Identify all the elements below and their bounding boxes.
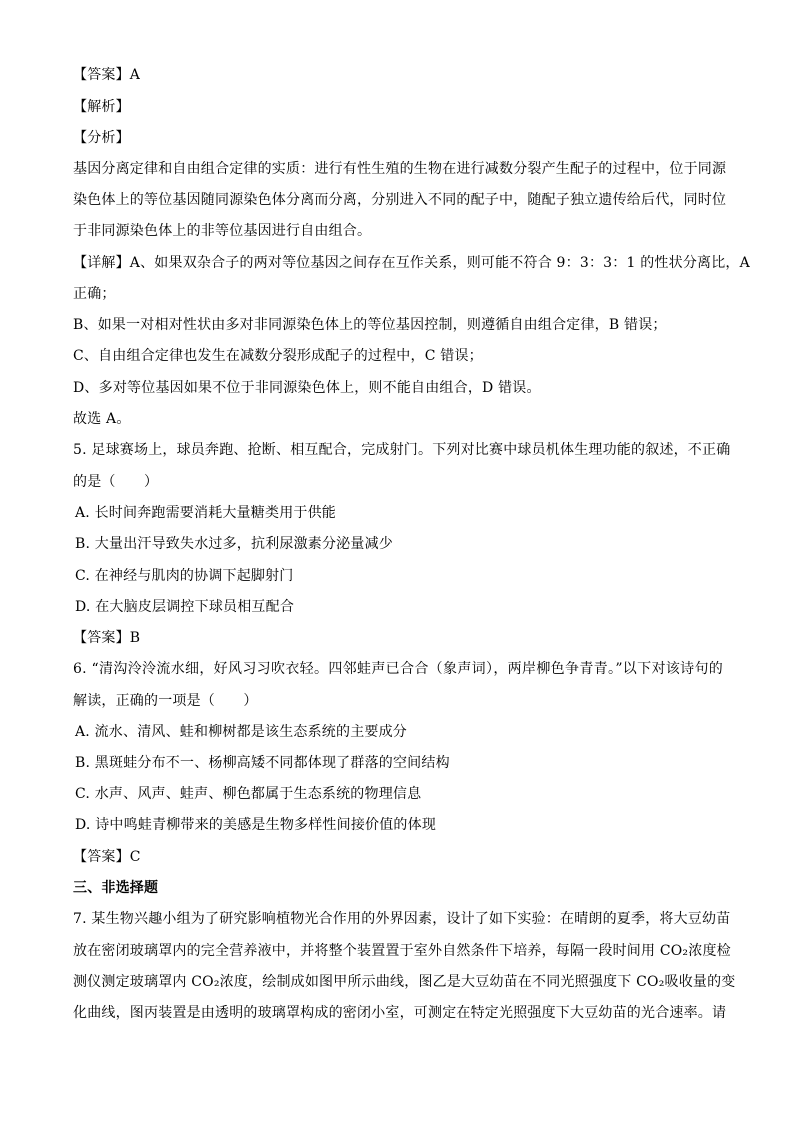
question-6-stem: 解读，正确的一项是（ ） — [73, 693, 258, 709]
paragraph-line: 染色体上的等位基因随同源染色体分离而分离，分别进入不同的配子中，随配子独立遗传给后代，同时位 — [73, 192, 727, 208]
detail-line: C、自由组合定律也发生在减数分裂形成配子的过程中，C 错误； — [73, 348, 483, 364]
paragraph-line: 于非同源染色体上的非等位基因进行自由组合。 — [73, 223, 372, 239]
analysis-subheading: 【分析】 — [73, 130, 130, 146]
question-7-stem: 化曲线，图丙装置是由透明的玻璃罩构成的密闭小室，可测定在特定光照强度下大豆幼苗的光合速率。请 — [73, 1005, 727, 1021]
detail-line: D、多对等位基因如果不位于非同源染色体上，则不能自由组合，D 错误。 — [73, 380, 541, 396]
question-5-option-c: C. 在神经与肌肉的协调下起脚射门 — [75, 568, 294, 584]
analysis-heading: 【解析】 — [73, 99, 130, 115]
detail-line: 正确； — [73, 286, 116, 302]
question-5-option-b: B. 大量出汗导致失水过多，抗利尿激素分泌量减少 — [75, 536, 393, 552]
question-6-answer: 【答案】C — [73, 849, 141, 865]
answer-label: 【答案】A — [73, 67, 141, 83]
section-heading: 三、非选择题 — [73, 880, 159, 896]
question-5-answer: 【答案】B — [73, 630, 141, 646]
question-7-stem: 放在密闭玻璃罩内的完全营养液中，并将整个装置置于室外自然条件下培养，每隔一段时间用 CO₂浓度检 — [73, 943, 731, 959]
question-6-stem: 6. “清沟泠泠流水细，好风习习吹衣轻。四邻蛙声已合合（象声词），两岸柳色争青青。”以下对该诗句的 — [73, 661, 723, 677]
question-5-option-a: A. 长时间奔跑需要消耗大量糖类用于供能 — [75, 505, 337, 521]
question-7-stem: 7. 某生物兴趣小组为了研究影响植物光合作用的外界因素，设计了如下实验：在晴朗的夏季，将大豆幼苗 — [73, 911, 731, 927]
question-7-stem: 测仪测定玻璃罩内 CO₂浓度，绘制成如图甲所示曲线，图乙是大豆幼苗在不同光照强度下 CO₂吸收量的变 — [73, 974, 736, 990]
question-6-option-c: C. 水声、风声、蛙声、柳色都属于生态系统的物理信息 — [75, 786, 422, 802]
question-6-option-b: B. 黑斑蛙分布不一、杨柳高矮不同都体现了群落的空间结构 — [75, 755, 450, 771]
question-5-option-d: D. 在大脑皮层调控下球员相互配合 — [75, 599, 295, 615]
question-6-option-d: D. 诗中鸣蛙青柳带来的美感是生物多样性间接价值的体现 — [75, 817, 437, 833]
paragraph-line: 基因分离定律和自由组合定律的实质：进行有性生殖的生物在进行减数分裂产生配子的过程中，位于同源 — [73, 161, 727, 177]
question-6-option-a: A. 流水、清风、蛙和柳树都是该生态系统的主要成分 — [75, 724, 408, 740]
question-5-stem: 5. 足球赛场上，球员奔跑、抢断、相互配合，完成射门。下列对比赛中球员机体生理功能的叙述，不正确 — [73, 442, 731, 458]
detail-line: 【详解】A、如果双杂合子的两对等位基因之间存在互作关系，则可能不符合 9：3：3：1 的性状分离比，A — [73, 255, 750, 271]
detail-line: B、如果一对相对性状由多对非同源染色体上的等位基因控制，则遵循自由组合定律，B 错误； — [73, 317, 667, 333]
question-5-stem: 的是（ ） — [73, 474, 159, 490]
conclusion-line: 故选 A。 — [73, 411, 131, 427]
